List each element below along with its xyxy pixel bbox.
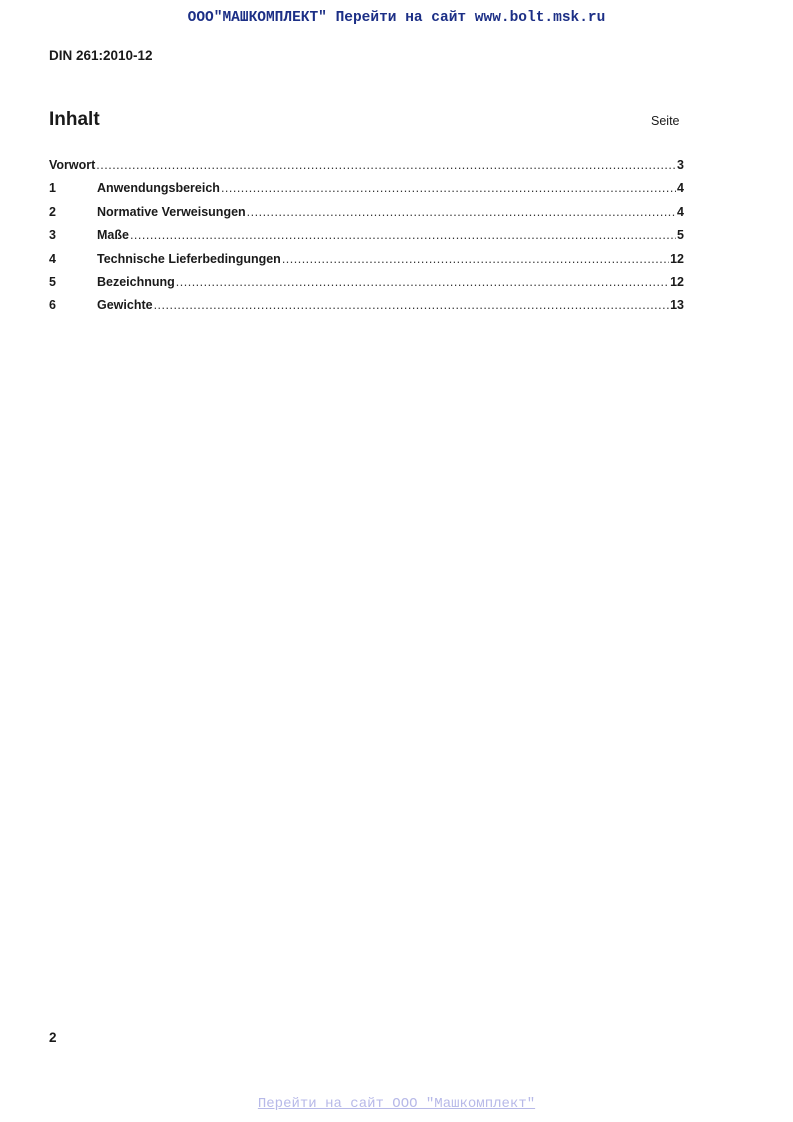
toc-entry-normative-verweisungen[interactable] — [49, 205, 684, 228]
dot-leader — [247, 205, 676, 219]
dot-leader — [130, 228, 676, 242]
toc-entry-gewichte[interactable] — [49, 298, 684, 321]
toc-entry-anwendungsbereich[interactable] — [49, 181, 684, 204]
dot-leader — [154, 298, 670, 312]
toc-entry-title: Technische Lieferbedingungen — [97, 251, 281, 266]
toc-entry-vorwort[interactable] — [49, 158, 684, 181]
toc-entry-page: 3 — [677, 158, 684, 172]
toc-entry-title: Vorwort — [49, 158, 96, 172]
dot-leader — [176, 275, 669, 289]
toc-entry-number: 3 — [49, 228, 56, 243]
toc-entry-title: Normative Verweisungen — [97, 204, 246, 219]
toc-entry-masse[interactable] — [49, 228, 684, 251]
toc-entry-bezeichnung[interactable] — [49, 275, 684, 298]
toc-entry-number: 4 — [49, 251, 56, 266]
dot-leader — [221, 181, 676, 195]
toc-entry-technische-lieferbedingungen[interactable] — [49, 252, 684, 275]
toc-entry-number: 5 — [49, 274, 56, 289]
document-id: DIN 261:2010-12 — [49, 48, 153, 63]
page-column-label: Seite — [651, 114, 680, 128]
dot-leader — [282, 252, 669, 266]
toc-heading: Inhalt — [49, 109, 100, 130]
toc-entry-page: 4 — [677, 204, 684, 219]
footer-site-link[interactable]: Перейти на сайт ООО "Машкомплект" — [257, 1096, 536, 1112]
site-banner-link[interactable]: ООО"МАШКОМПЛЕКТ" Перейти на сайт www.bolt.msk.ru — [187, 10, 606, 26]
toc-entry-page: 12 — [670, 251, 684, 266]
toc-entry-title: Gewichte — [97, 298, 153, 313]
toc-entry-title: Anwendungsbereich — [97, 181, 220, 196]
page-number: 2 — [49, 1030, 57, 1045]
toc-entry-number: 2 — [49, 204, 56, 219]
toc-entry-title: Maße — [97, 228, 129, 243]
toc-entry-page: 5 — [677, 228, 684, 243]
toc-entry-page: 13 — [670, 298, 684, 313]
toc-entry-number: 1 — [49, 181, 56, 196]
dot-leader — [96, 158, 676, 172]
table-of-contents — [49, 158, 684, 322]
toc-entry-number: 6 — [49, 298, 56, 313]
toc-entry-title: Bezeichnung — [97, 274, 175, 289]
toc-entry-page: 12 — [670, 274, 684, 289]
toc-entry-page: 4 — [677, 181, 684, 196]
